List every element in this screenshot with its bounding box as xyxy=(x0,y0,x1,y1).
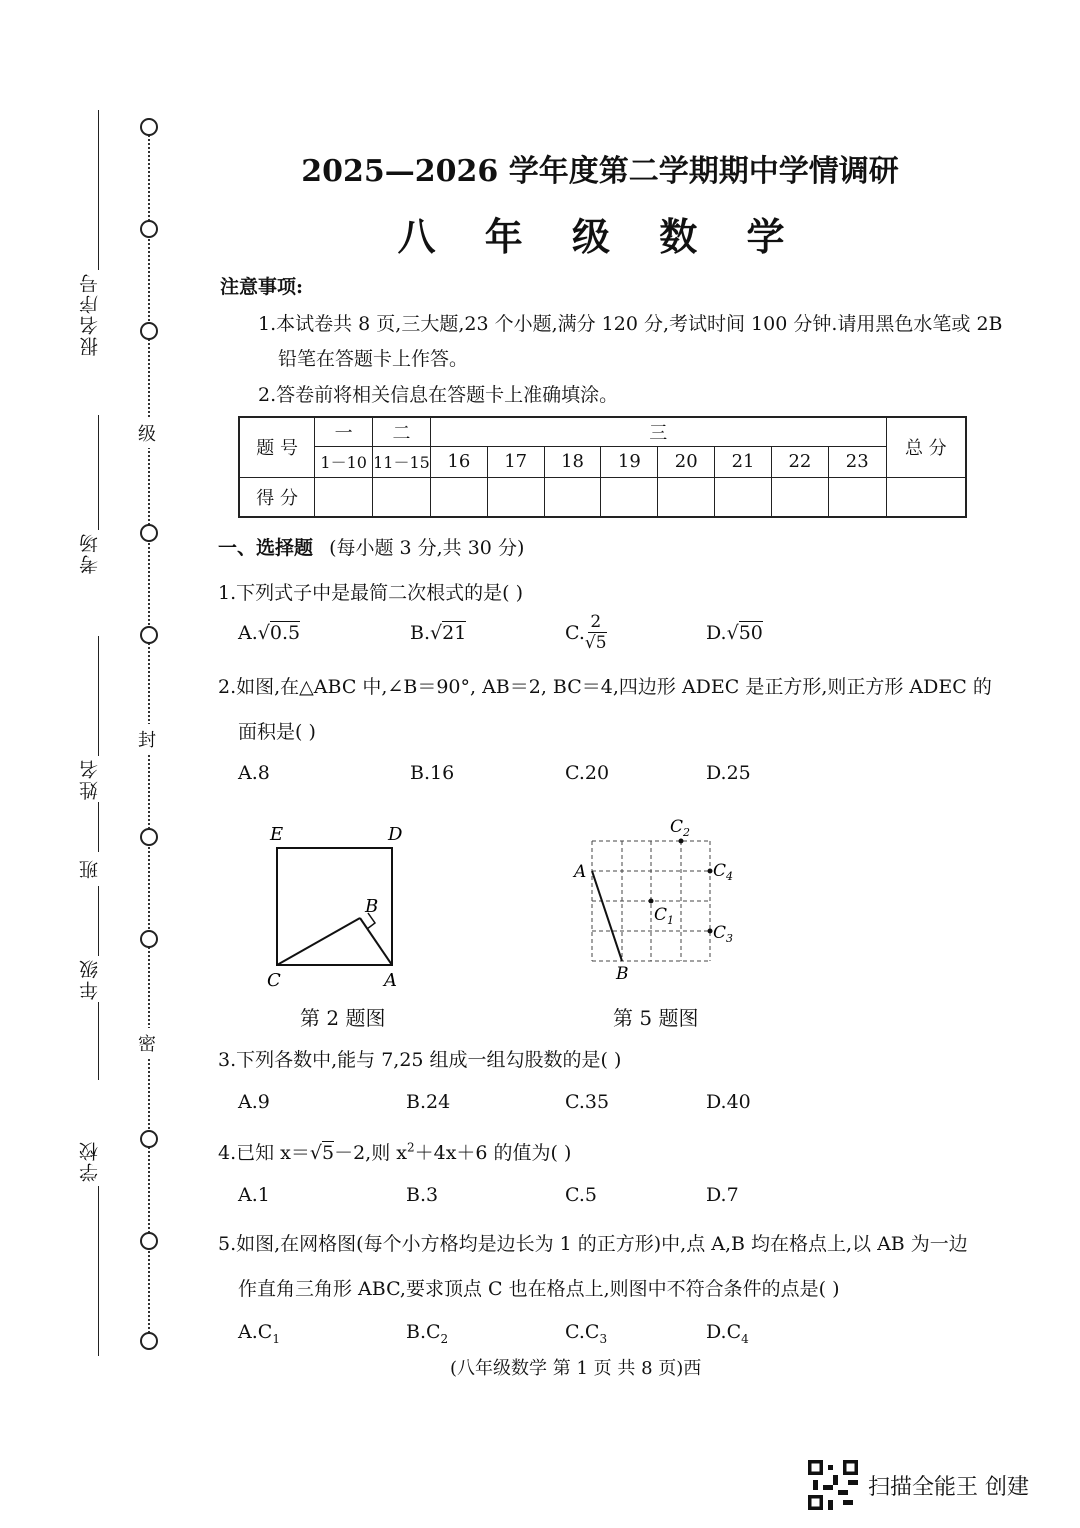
q1-d-prefix: D. xyxy=(706,622,727,644)
score-cell xyxy=(715,477,772,517)
notice-item-1-line-1: 1.本试卷共 8 页,三大题,23 个小题,满分 120 分,考试时间 100 分钟.请用黑色水笔或 2B xyxy=(258,313,1003,335)
qr-module xyxy=(843,1500,853,1505)
point-c4 xyxy=(708,869,713,874)
watermark-text: 扫描全能王 创建 xyxy=(868,1474,1029,1500)
table-question-17: 17 xyxy=(487,446,544,477)
table-question-23: 23 xyxy=(828,446,886,477)
table-section-3: 三 xyxy=(430,417,886,446)
table-question-21: 21 xyxy=(715,446,772,477)
binding-hole xyxy=(140,930,158,948)
section-1-heading xyxy=(218,533,524,560)
q5-d-sub: 4 xyxy=(741,1331,749,1346)
q1-c-radicand: 5 xyxy=(595,633,607,653)
q2-stem-line-2: 面积是( ) xyxy=(238,721,316,743)
q2-stem-line-1: 2.如图,在△ABC 中,∠B＝90°, AB＝2, BC＝4,四边形 ADEC 是正方形,则正方形 ADEC 的 xyxy=(218,676,992,698)
segment-ba xyxy=(360,918,392,965)
exam-title: 2025—2026 学年度第二学期期中学情调研 xyxy=(301,154,899,189)
qr-module xyxy=(838,1490,848,1495)
label-e: E xyxy=(270,824,284,845)
seal-char-feng: 封 xyxy=(138,724,156,754)
q5-option-b xyxy=(406,1321,448,1346)
qr-module xyxy=(823,1485,833,1490)
q2-option-c: C.20 xyxy=(565,762,610,784)
q5-a-label: A.C xyxy=(238,1321,273,1343)
q4-exponent: 2 xyxy=(406,1140,415,1155)
margin-line-7 xyxy=(98,1186,99,1356)
label-c: C xyxy=(267,970,281,991)
margin-line-4 xyxy=(98,802,99,852)
sqrt-sign: √ xyxy=(584,633,596,653)
q4-stem-part-a: 4.已知 x＝ xyxy=(218,1142,310,1164)
q1-a-prefix: A. xyxy=(238,622,258,644)
qr-module xyxy=(828,1465,833,1470)
q1-b-radicand: 21 xyxy=(442,622,467,644)
margin-line-6 xyxy=(98,1002,99,1080)
label-c2-sub: 2 xyxy=(683,826,691,839)
q4-stem-part-b: －2,则 x xyxy=(334,1142,407,1164)
q1-b-prefix: B. xyxy=(410,622,431,644)
score-cell xyxy=(601,477,658,517)
q1-c-fraction xyxy=(585,612,607,653)
binding-hole xyxy=(140,626,158,644)
sqrt-sign: √ xyxy=(309,1142,322,1164)
qr-finder-inner xyxy=(812,1499,820,1507)
qr-module xyxy=(813,1480,818,1490)
q5-stem-line-2: 作直角三角形 ABC,要求顶点 C 也在格点上,则图中不符合条件的点是( ) xyxy=(238,1278,840,1300)
score-cell xyxy=(373,477,431,517)
q5-c-sub: 3 xyxy=(599,1331,608,1346)
label-d: D xyxy=(388,824,403,845)
section-1-title: 一、选择题 xyxy=(218,537,314,559)
score-cell xyxy=(544,477,601,517)
q5-b-label: B.C xyxy=(406,1321,441,1343)
q3-stem: 3.下列各数中,能与 7,25 组成一组勾股数的是( ) xyxy=(218,1049,622,1071)
q1-stem: 1.下列式子中是最简二次根式的是( ) xyxy=(218,582,523,604)
table-question-20: 20 xyxy=(658,446,715,477)
margin-label-class: 班 xyxy=(79,858,101,879)
table-range-2: 11－15 xyxy=(373,446,431,477)
qr-module xyxy=(828,1500,833,1510)
q4-option-a: A.1 xyxy=(238,1184,270,1206)
label-c3 xyxy=(713,923,733,945)
q3-option-a: A.9 xyxy=(238,1091,270,1113)
table-question-18: 18 xyxy=(544,446,601,477)
q5-d-label: D.C xyxy=(706,1321,742,1343)
notice-item-1-line-2: 铅笔在答题卡上作答。 xyxy=(278,348,469,370)
q1-c-prefix: C. xyxy=(565,621,585,644)
binding-hole xyxy=(140,828,158,846)
table-header-question-no: 题 号 xyxy=(239,417,315,477)
figure-5-caption: 第 5 题图 xyxy=(613,1006,699,1030)
table-question-19: 19 xyxy=(601,446,658,477)
label-c1 xyxy=(654,905,674,927)
binding-hole xyxy=(140,118,158,136)
sqrt-sign: √ xyxy=(726,622,739,644)
figure-5-grid xyxy=(570,814,740,984)
q1-d-radicand: 50 xyxy=(738,622,763,644)
score-table xyxy=(238,416,967,518)
table-header-total: 总 分 xyxy=(886,417,966,477)
notice-heading: 注意事项: xyxy=(220,276,304,298)
table-section-1: 一 xyxy=(315,417,373,446)
margin-label-exam-room: 考场 xyxy=(79,532,101,574)
margin-label-grade: 年级 xyxy=(79,958,101,1000)
score-cell xyxy=(658,477,715,517)
q5-c-label: C.C xyxy=(565,1321,600,1343)
margin-line-2 xyxy=(98,415,99,530)
label-a: A xyxy=(384,970,397,991)
q1-option-d xyxy=(706,622,763,644)
label-c4-letter: C xyxy=(713,861,727,881)
qr-finder-inner xyxy=(847,1464,855,1472)
q2-option-b: B.16 xyxy=(410,762,455,784)
label-b: B xyxy=(616,964,629,984)
q1-option-c xyxy=(565,612,607,653)
q4-stem-part-c: ＋4x＋6 的值为( ) xyxy=(414,1142,572,1164)
binding-hole xyxy=(140,1332,158,1350)
figure-2-diagram xyxy=(262,818,422,998)
q2-option-a: A.8 xyxy=(238,762,270,784)
q5-option-a xyxy=(238,1321,280,1346)
table-range-1: 1－10 xyxy=(315,446,373,477)
label-c2 xyxy=(670,817,690,839)
section-1-note: (每小题 3 分,共 30 分) xyxy=(329,537,525,559)
label-c1-letter: C xyxy=(654,905,668,925)
label-c1-sub: 1 xyxy=(667,914,675,927)
label-b: B xyxy=(365,896,379,917)
score-cell xyxy=(886,477,966,517)
margin-label-name: 姓名 xyxy=(79,758,101,800)
margin-label-school: 学校 xyxy=(79,1140,101,1182)
figure-2-caption: 第 2 题图 xyxy=(300,1006,386,1030)
label-a: A xyxy=(574,862,587,882)
qr-finder-inner xyxy=(812,1464,820,1472)
q1-option-a xyxy=(238,622,300,644)
segment-cb xyxy=(277,918,360,965)
q5-b-sub: 2 xyxy=(440,1331,449,1346)
score-cell xyxy=(771,477,828,517)
score-cell xyxy=(828,477,886,517)
binding-hole xyxy=(140,1232,158,1250)
point-c1 xyxy=(649,899,654,904)
q1-c-numerator: 2 xyxy=(590,612,602,632)
q1-a-radicand: 0.5 xyxy=(269,622,301,644)
sqrt-sign: √ xyxy=(430,622,443,644)
qr-module xyxy=(833,1475,838,1485)
label-c2-letter: C xyxy=(670,817,684,837)
q5-option-d xyxy=(706,1321,749,1346)
q4-radicand: 5 xyxy=(322,1142,335,1164)
table-question-22: 22 xyxy=(771,446,828,477)
q5-stem-line-1: 5.如图,在网格图(每个小方格均是边长为 1 的正方形)中,点 A,B 均在格点上,以 AB 为一边 xyxy=(218,1233,968,1255)
q3-option-d: D.40 xyxy=(706,1091,751,1113)
label-c3-sub: 3 xyxy=(726,932,734,945)
q1-c-denominator xyxy=(585,633,607,653)
segment-ab xyxy=(592,871,622,961)
seal-char-mi: 密 xyxy=(138,1028,156,1058)
q3-option-c: C.35 xyxy=(565,1091,610,1113)
margin-line-3 xyxy=(98,636,99,756)
table-header-score: 得 分 xyxy=(239,477,315,517)
q2-option-d: D.25 xyxy=(706,762,751,784)
q4-option-c: C.5 xyxy=(565,1184,597,1206)
point-c3 xyxy=(708,929,713,934)
score-cell xyxy=(430,477,487,517)
q4-option-d: D.7 xyxy=(706,1184,739,1206)
table-question-16: 16 xyxy=(430,446,487,477)
label-c3-letter: C xyxy=(713,923,727,943)
sqrt-sign: √ xyxy=(257,622,270,644)
q4-option-b: B.3 xyxy=(406,1184,439,1206)
table-section-2: 二 xyxy=(373,417,431,446)
binding-hole xyxy=(140,322,158,340)
binding-hole xyxy=(140,1130,158,1148)
page-footer: (八年级数学 第 1 页 共 8 页)西 xyxy=(450,1358,702,1379)
margin-label-grade-char: 级 xyxy=(138,418,156,448)
score-cell xyxy=(315,477,373,517)
binding-hole xyxy=(140,524,158,542)
q4-stem xyxy=(218,1138,571,1165)
label-c4-sub: 4 xyxy=(726,870,734,883)
margin-line-5 xyxy=(98,886,99,956)
q5-a-sub: 1 xyxy=(272,1331,280,1346)
scanner-watermark xyxy=(808,1460,1029,1510)
point-c2 xyxy=(679,839,684,844)
q3-option-b: B.24 xyxy=(406,1091,451,1113)
qr-code-icon xyxy=(808,1460,858,1510)
q1-option-b xyxy=(410,622,466,644)
qr-module xyxy=(848,1480,858,1485)
notice-item-2: 2.答卷前将相关信息在答题卡上准确填涂。 xyxy=(258,384,619,406)
score-cell xyxy=(487,477,544,517)
subject-title: 八 年 级 数 学 xyxy=(397,214,803,259)
margin-label-register-no: 报名序号 xyxy=(79,272,101,356)
q5-option-c xyxy=(565,1321,607,1346)
label-c4 xyxy=(713,861,733,883)
